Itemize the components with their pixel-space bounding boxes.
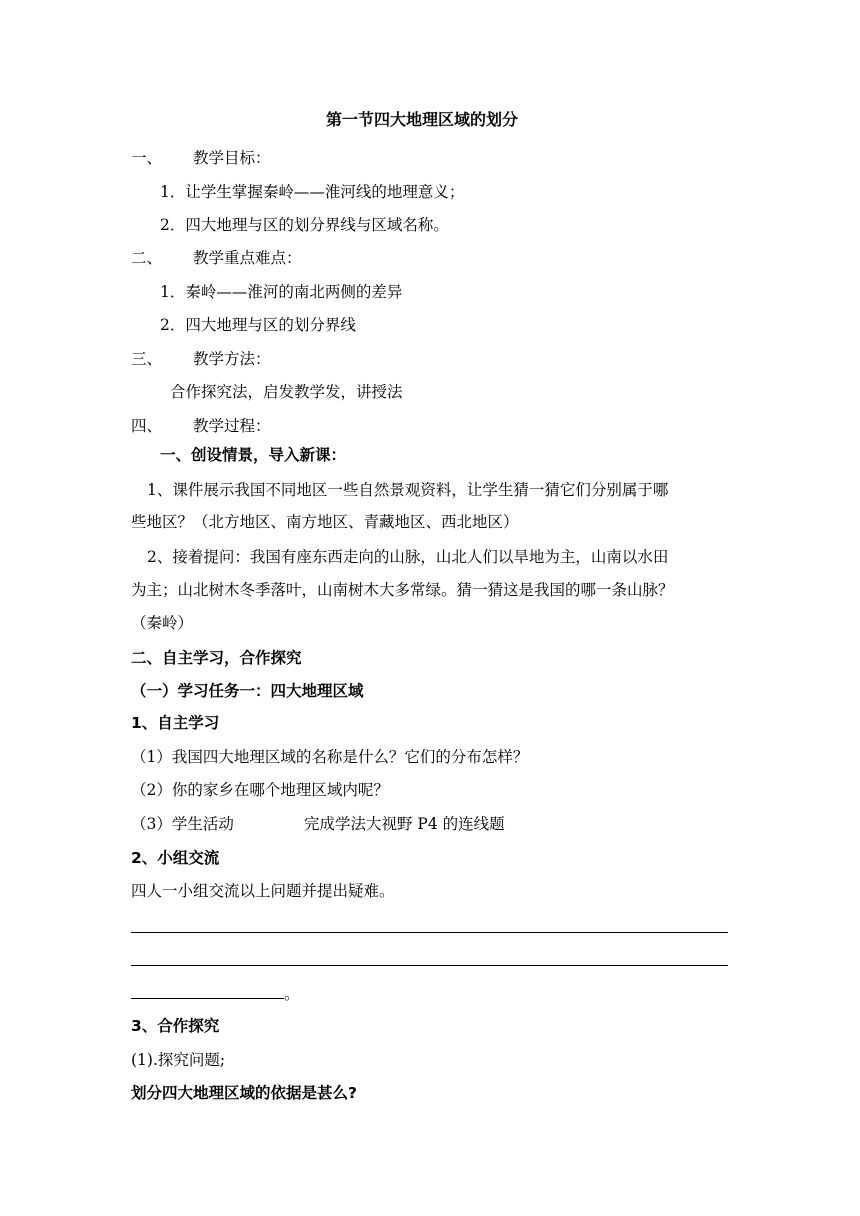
answer-line-end-mark: 。 [284,985,300,1003]
explore-label: (1).探究问题; [131,1051,226,1069]
step-2-heading: 二、自主学习，合作探究 [131,649,302,667]
section-1-item-1: 1．让学生掌握秦岭——淮河线的地理意义； [160,183,465,201]
section-3-title: 教学方法： [193,350,271,368]
sub-3-heading: 3、合作探究 [131,1017,220,1035]
section-3-number: 三、 [131,350,163,368]
section-3-text: 合作探究法，启发教学发，讲授法 [170,383,403,401]
paragraph-2-line-2: 为主；山北树木冬季落叶，山南树木大多常绿。猜一猜这是我国的哪一条山脉？ [131,581,674,599]
answer-line-1 [131,932,728,933]
paragraph-2-line-3: （秦岭） [131,614,194,632]
paragraph-1-line-2: 些地区？（北方地区、南方地区、青藏地区、西北地区） [131,513,519,531]
section-2-item-1: 1．秦岭——淮河的南北两侧的差异 [160,283,403,301]
paragraph-1-line-1: 1、课件展示我国不同地区一些自然景观资料，让学生猜一猜它们分别属于哪 [147,481,669,499]
section-1-item-2: 2．四大地理与区的划分界线与区域名称。 [160,216,449,234]
answer-line-3 [131,998,284,999]
section-2-number: 二、 [131,249,163,267]
section-4-number: 四、 [131,417,163,435]
section-4-title: 教学过程： [193,417,271,435]
explore-question: 划分四大地理区域的依据是甚么? [131,1084,357,1102]
section-1-title: 教学目标： [193,149,271,167]
task-1-heading: （一）学习任务一：四大地理区域 [131,682,364,700]
section-1-number: 一、 [131,149,163,167]
question-2: （2）你的家乡在哪个地理区域内呢？ [131,781,389,799]
paragraph-2-line-1: 2、接着提问：我国有座东西走向的山脉，山北人们以旱地为主，山南以水田 [147,548,669,566]
sub-2-heading: 2、小组交流 [131,849,220,867]
document-title: 第一节四大地理区域的划分 [326,110,519,129]
question-1: （1）我国四大地理区域的名称是什么？它们的分布怎样？ [131,748,529,766]
step-1-heading: 一、创设情景，导入新课： [160,446,347,464]
sub-2-text: 四人一小组交流以上问题并提出疑难。 [131,882,395,900]
sub-1-heading: 1、自主学习 [131,714,220,732]
answer-line-2 [131,965,728,966]
question-3-text: 完成学法大视野 P4 的连线题 [304,815,505,833]
question-3-label: （3）学生活动 [131,815,234,833]
section-2-title: 教学重点难点： [193,249,302,267]
section-2-item-2: 2．四大地理与区的划分界线 [160,316,356,334]
